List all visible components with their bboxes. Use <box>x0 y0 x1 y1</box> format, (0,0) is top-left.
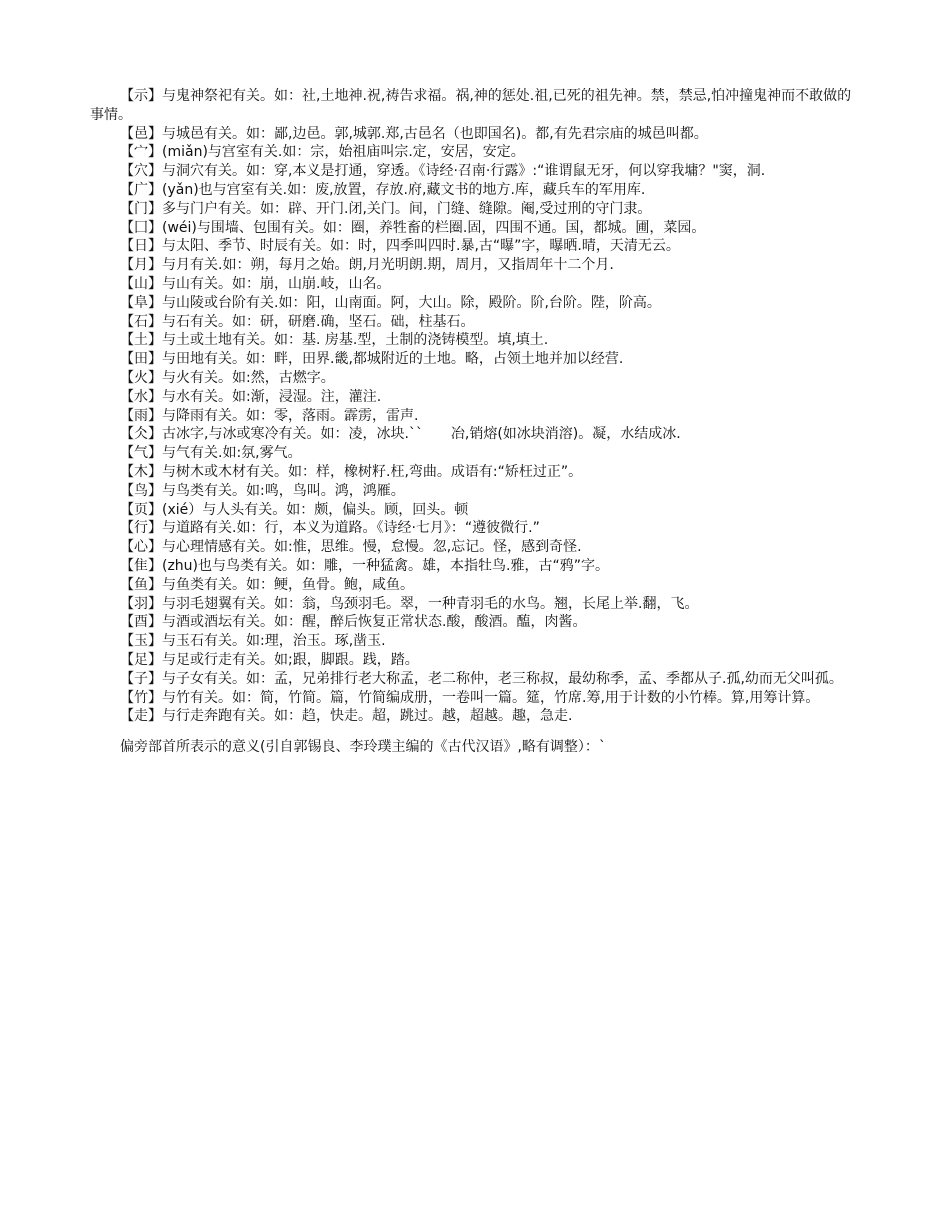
radical-entry-wei: 【囗】(wéi)与围墙、包围有关。如：圈，养牲畜的栏圈.固，四围不通。国，都城。圃，菜园。 <box>120 219 706 236</box>
radical-entry-yu-fish: 【鱼】与鱼类有关。如：鲠，鱼骨。鲍，咸鱼。 <box>120 576 414 593</box>
radical-entry-you: 【酉】与酒或酒坛有关。如：醒，醉后恢复正常状态.酸，酸酒。醢，肉酱。 <box>120 614 587 631</box>
radical-entry-mian: 【宀】(miǎn)与宫室有关.如：宗，始祖庙叫宗.定，安居，安定。 <box>120 144 525 161</box>
radical-entry-yue: 【月】与月有关.如：朔，每月之始。朗,月光明朗.期，周月，又指周年十二个月. <box>120 257 614 274</box>
document-body <box>90 87 860 757</box>
radical-entry-shan: 【山】与山有关。如：崩，山崩.岐，山名。 <box>120 275 391 292</box>
radical-entry-yu-feather: 【羽】与羽毛翅翼有关。如：翁，鸟颈羽毛。翠，一种青羽毛的水鸟。翘，长尾上举.翻，飞。 <box>120 595 699 612</box>
radical-entry-bing: 【仌】古冰字,与冰或寒冷有关。如：凌，冰块.`` 冶,销熔(如冰块消溶)。凝，水结成冰. <box>120 426 681 443</box>
source-note: 偏旁部首所表示的意义(引自郭锡良、李玲璞主编的《古代汉语》,略有调整）：` <box>120 739 606 756</box>
radical-entry-tu: 【土】与土或土地有关。如：基. 房基.型，土制的浇铸模型。填,填土. <box>120 332 549 349</box>
radical-entry-yan: 【广】(yǎn)也与宫室有关.如：废,放置，存放.府,藏文书的地方.库，藏兵车的军用库. <box>120 181 646 198</box>
radical-entry-shi: 【示】与鬼神祭祀有关。如：社,土地神.祝,祷告求福。祸,神的惩处.祖,已死的祖先神。禁，禁忌,怕冲撞鬼神而不敢做的事情。 <box>90 88 852 123</box>
radical-entry-yu-jade: 【玉】与玉石有关。如:理，治玉。琢,凿玉. <box>120 633 386 650</box>
radical-entry-ri: 【日】与太阳、季节、时辰有关。如：时，四季叫四时.暴,古“曝”字，曝晒.晴，天清无云。 <box>120 238 680 255</box>
radical-entry-yi: 【邑】与城邑有关。如：鄙,边邑。郭,城郭.郑,古邑名（也即国名)。都,有先君宗庙的城邑叫都。 <box>120 125 708 142</box>
radical-entry-zi: 【子】与子女有关。如：孟，兄弟排行老大称孟，老二称仲，老三称叔，最幼称季，孟、季都从子.孤,幼而无父叫孤。 <box>120 670 843 687</box>
radical-entry-zu: 【足】与足或行走有关。如;跟，脚跟。践，踏。 <box>120 651 419 668</box>
radical-entry-zhu: 【竹】与竹有关。如：简，竹简。篇，竹简编成册，一卷叫一篇。筵，竹席.筹,用于计数的小竹棒。算,用筹计算。 <box>120 689 820 706</box>
radical-entry-ye: 【页】(xié）与人头有关。如：颇，偏头。顾，回头。顿 <box>120 501 469 518</box>
radical-entry-tian: 【田】与田地有关。如：畔，田界.畿,都城附近的土地。略，占领土地并加以经营. <box>120 351 624 368</box>
radical-entry-niao: 【鸟】与鸟类有关。如:鸣，鸟叫。鸿，鸿雁。 <box>120 482 405 499</box>
radical-entry-qi: 【气】与气有关.如:氛,雾气。 <box>120 445 302 462</box>
radical-entry-fu: 【阜】与山陵或台阶有关.如：阳，山南面。阿，大山。除，殿阶。阶,台阶。陛，阶高。 <box>120 294 661 311</box>
radical-entry-yu-rain: 【雨】与降雨有关。如：零，落雨。霹雳，雷声. <box>120 407 419 424</box>
radical-entry-zou: 【走】与行走奔跑有关。如：趋，快走。超，跳过。越，超越。趣，急走. <box>120 708 573 725</box>
radical-entry-xin: 【心】与心理情感有关。如:惟，思维。慢，怠慢。忽,忘记。怪，感到奇怪. <box>120 539 582 556</box>
radical-entry-men: 【门】多与门户有关。如：辟、开门.闭,关门。间，门缝、缝隙。阉,受过刑的守门隶。 <box>120 200 652 217</box>
radical-entry-zhui: 【隹】(zhu)也与鸟类有关。如：雕，一种猛禽。雄，本指牡鸟.雅，古“鸦”字。 <box>120 557 609 574</box>
radical-entry-mu: 【木】与树木或木材有关。如：样，橡树籽.枉,弯曲。成语有:“矫枉过正”。 <box>120 463 583 480</box>
radical-entry-xing: 【行】与道路有关.如：行，本义为道路。《诗经·七月》：“遵彼微行.” <box>120 520 540 537</box>
radical-entry-shi-stone: 【石】与石有关。如：研，研磨.确，坚石。础，柱基石。 <box>120 313 475 330</box>
radical-entry-shui: 【水】与水有关。如:渐，浸湿。注，灌注. <box>120 388 382 405</box>
radical-entry-xue: 【穴】与洞穴有关。如：穿,本义是打通，穿透。《诗经·召南·行露》:“谁谓鼠无牙，何以穿我墉？"窦，洞. <box>120 163 766 180</box>
radical-entry-huo: 【火】与火有关。如:然，古燃字。 <box>120 369 335 386</box>
